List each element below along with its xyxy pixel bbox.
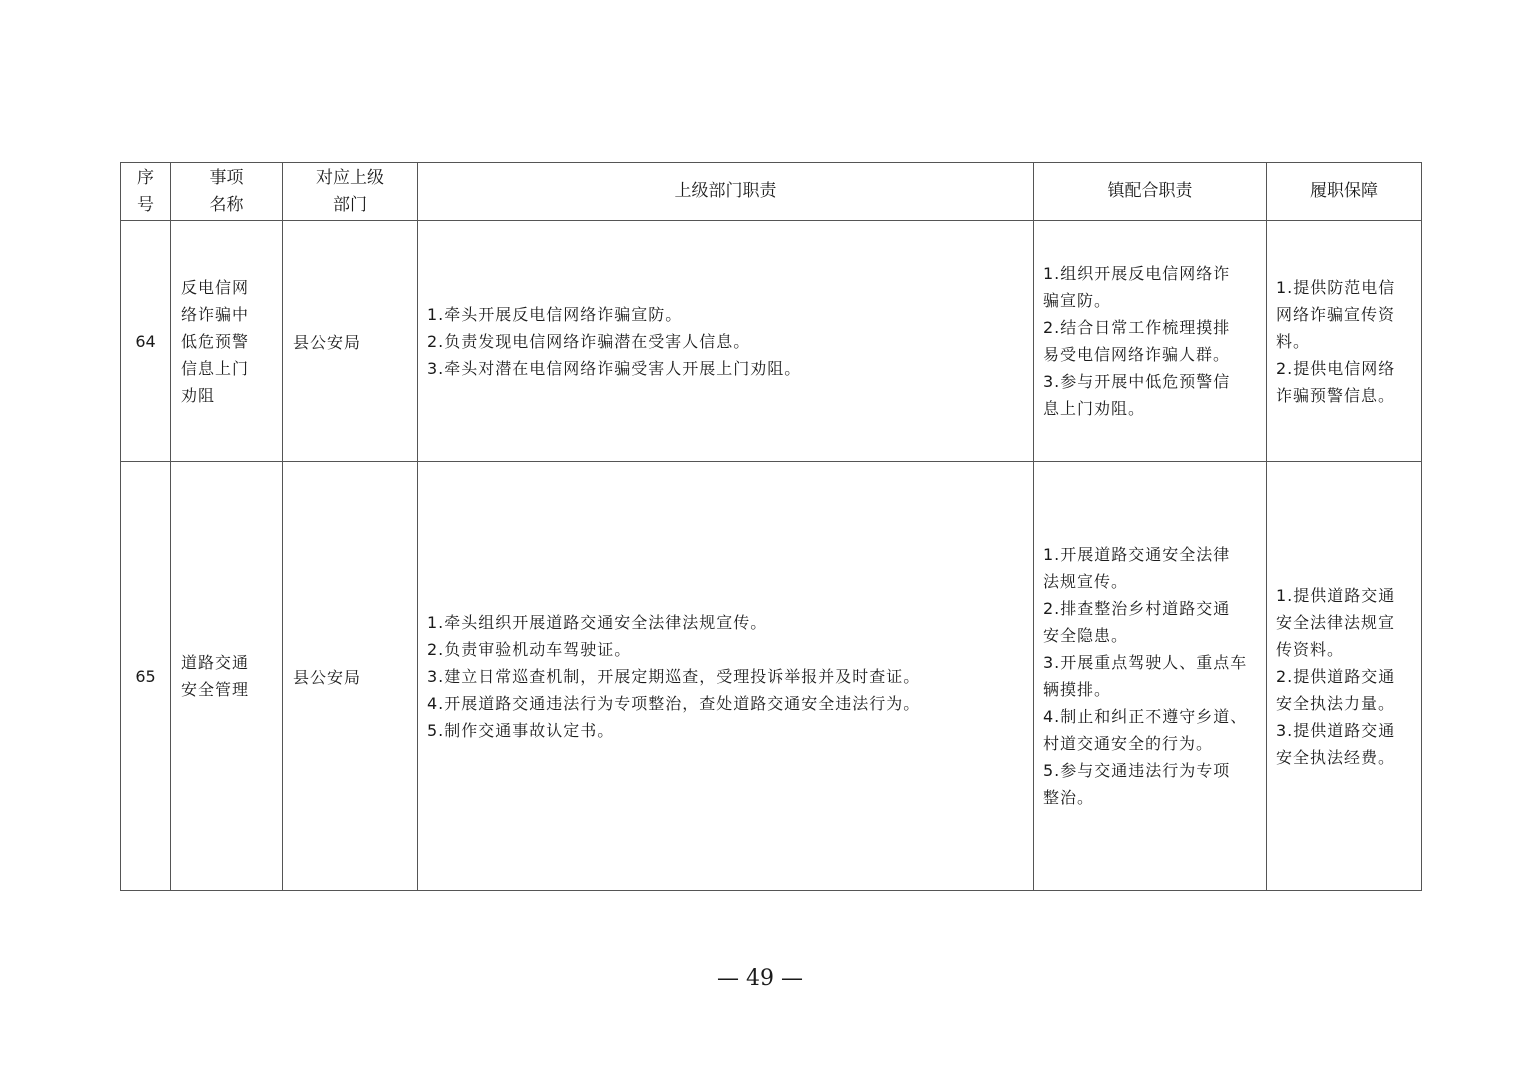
guarantee-line: 3.提供道路交通 bbox=[1276, 720, 1396, 740]
guarantee-line: 网络诈骗宣传资 bbox=[1276, 304, 1396, 324]
upper-duty-line: 2.负责发现电信网络诈骗潜在受害人信息。 bbox=[427, 331, 751, 351]
guarantee-line: 安全执法力量。 bbox=[1276, 693, 1396, 713]
town-duty-line: 1.组织开展反电信网络诈 bbox=[1043, 264, 1231, 283]
row-town-duty bbox=[1034, 462, 1267, 891]
header-guarantee: 履职保障 bbox=[1267, 163, 1422, 221]
header-upper-duty: 上级部门职责 bbox=[418, 163, 1034, 221]
header-upper-dept-line: 部门 bbox=[333, 194, 367, 215]
guarantee-line: 料。 bbox=[1276, 331, 1311, 351]
town-duty-line: 整治。 bbox=[1043, 788, 1095, 807]
town-duty-line: 村道交通安全的行为。 bbox=[1043, 734, 1214, 753]
header-item-name-line: 事项 bbox=[209, 167, 244, 188]
header-num-line: 号 bbox=[137, 194, 154, 215]
guarantee-line: 传资料。 bbox=[1276, 639, 1345, 659]
town-duty-line: 法规宣传。 bbox=[1043, 572, 1129, 591]
upper-duty-line: 4.开展道路交通违法行为专项整治，查处道路交通安全违法行为。 bbox=[427, 693, 921, 713]
town-duty-line: 3.参与开展中低危预警信 bbox=[1043, 372, 1231, 391]
town-duty-line: 4.制止和纠正不遵守乡道、 bbox=[1043, 707, 1248, 726]
row-town-duty bbox=[1034, 221, 1267, 462]
row-num: 64 bbox=[121, 221, 171, 462]
page-number: — 49 — bbox=[717, 966, 803, 991]
upper-duty-line: 5.制作交通事故认定书。 bbox=[427, 720, 615, 740]
guarantee-line: 2.提供电信网络 bbox=[1276, 358, 1396, 378]
town-duty-line: 骗宣防。 bbox=[1043, 291, 1112, 310]
town-duty-line: 安全隐患。 bbox=[1043, 626, 1129, 645]
town-duty-line: 辆摸排。 bbox=[1043, 680, 1112, 699]
table-row bbox=[121, 462, 1422, 891]
row-guarantee bbox=[1267, 462, 1422, 891]
row-item-name bbox=[171, 221, 283, 462]
row-upper-duty bbox=[418, 462, 1034, 891]
guarantee-line: 安全执法经费。 bbox=[1276, 747, 1396, 767]
upper-duty-line: 1.牵头组织开展道路交通安全法律法规宣传。 bbox=[427, 612, 768, 632]
item-name-line: 信息上门 bbox=[181, 358, 250, 378]
guarantee-line: 1.提供道路交通 bbox=[1276, 585, 1396, 605]
item-name-line: 低危预警 bbox=[181, 331, 250, 351]
guarantee-line: 诈骗预警信息。 bbox=[1276, 385, 1396, 405]
town-duty-line: 1.开展道路交通安全法律 bbox=[1043, 545, 1231, 564]
upper-duty-line: 2.负责审验机动车驾驶证。 bbox=[427, 639, 632, 659]
header-upper-dept-line: 对应上级 bbox=[316, 167, 384, 188]
table-header-row bbox=[121, 163, 1422, 221]
upper-duty-line: 3.牵头对潜在电信网络诈骗受害人开展上门劝阻。 bbox=[427, 358, 802, 378]
row-num: 65 bbox=[121, 462, 171, 891]
header-num-line: 序 bbox=[137, 167, 154, 188]
header-upper-dept bbox=[283, 163, 418, 221]
row-upper-dept: 县公安局 bbox=[283, 462, 418, 891]
item-name-line: 安全管理 bbox=[181, 680, 250, 699]
row-upper-dept: 县公安局 bbox=[283, 221, 418, 462]
row-upper-duty bbox=[418, 221, 1034, 462]
row-item-name bbox=[171, 462, 283, 891]
upper-duty-line: 1.牵头开展反电信网络诈骗宣防。 bbox=[427, 304, 683, 324]
town-duty-line: 5.参与交通违法行为专项 bbox=[1043, 761, 1231, 780]
item-name-line: 道路交通 bbox=[181, 653, 250, 672]
town-duty-line: 2.排查整治乡村道路交通 bbox=[1043, 599, 1231, 618]
item-name-line: 反电信网 bbox=[181, 277, 250, 297]
town-duty-line: 2.结合日常工作梳理摸排 bbox=[1043, 318, 1231, 337]
guarantee-line: 1.提供防范电信 bbox=[1276, 277, 1396, 297]
guarantee-line: 2.提供道路交通 bbox=[1276, 666, 1396, 686]
town-duty-line: 3.开展重点驾驶人、重点车 bbox=[1043, 653, 1248, 672]
upper-duty-line: 3.建立日常巡查机制，开展定期巡查，受理投诉举报并及时查证。 bbox=[427, 666, 921, 686]
table-row bbox=[121, 221, 1422, 462]
town-duty-line: 易受电信网络诈骗人群。 bbox=[1043, 345, 1231, 364]
town-duty-line: 息上门劝阻。 bbox=[1043, 399, 1146, 418]
row-guarantee bbox=[1267, 221, 1422, 462]
item-name-line: 络诈骗中 bbox=[181, 304, 250, 324]
duty-table bbox=[120, 162, 1422, 891]
header-town-duty: 镇配合职责 bbox=[1034, 163, 1267, 221]
header-num bbox=[121, 163, 171, 221]
header-item-name bbox=[171, 163, 283, 221]
item-name-line: 劝阻 bbox=[181, 385, 216, 405]
header-item-name-line: 名称 bbox=[209, 194, 244, 215]
guarantee-line: 安全法律法规宣 bbox=[1276, 612, 1396, 632]
